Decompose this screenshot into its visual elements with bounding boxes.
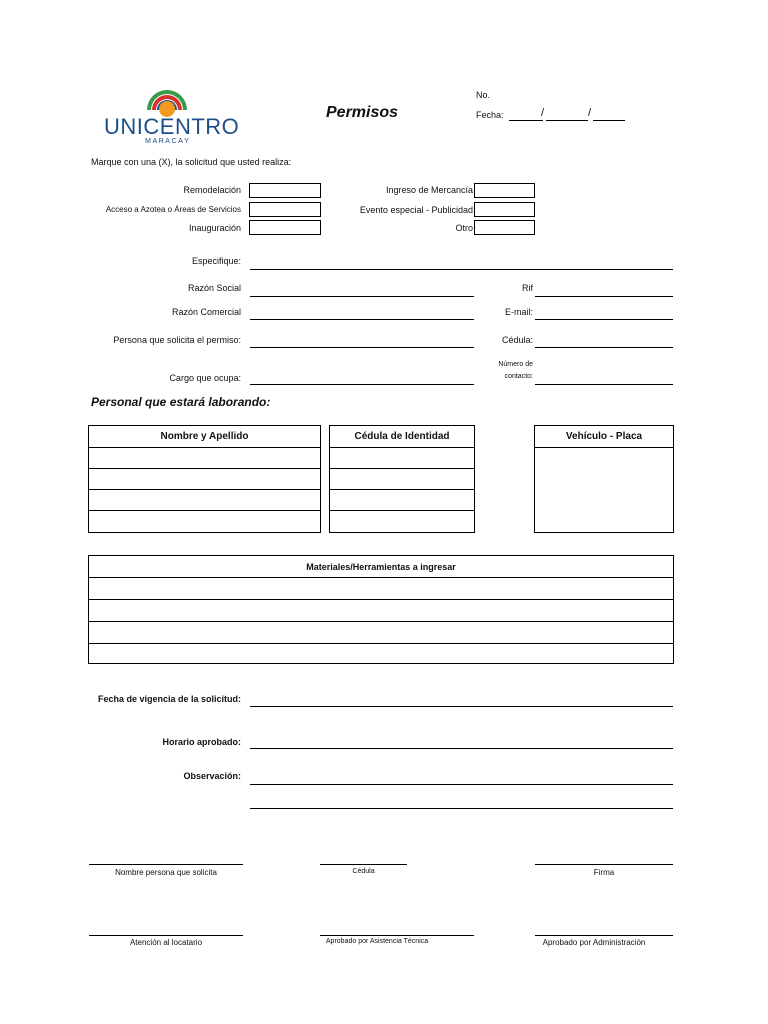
email-label: E-mail:	[504, 307, 533, 317]
cargo-line[interactable]	[250, 384, 474, 385]
fecha-month-line[interactable]	[546, 120, 588, 121]
logo	[104, 80, 240, 150]
personal-vehiculo-header: Vehículo - Placa	[535, 426, 673, 448]
firma-line[interactable]	[535, 864, 673, 865]
option-inauguracion-box[interactable]	[249, 220, 321, 235]
option-remodelacion-box[interactable]	[249, 183, 321, 198]
numero-label-1: Número de	[498, 361, 533, 368]
rif-label: Rif	[522, 283, 533, 293]
option-ingreso-label: Ingreso de Mercancía	[385, 185, 473, 195]
fecha-slash-2: /	[588, 107, 592, 119]
personal-nombre-table	[88, 425, 321, 533]
razon-social-label: Razón Social	[187, 283, 241, 293]
cedula-label: Cédula:	[501, 335, 533, 345]
observacion-line-2[interactable]	[250, 808, 673, 809]
razon-social-line[interactable]	[250, 296, 474, 297]
logo-city: M A R A C A Y	[145, 138, 189, 145]
horario-label: Horario aprobado:	[162, 737, 241, 747]
logo-name: UNICENTRO	[104, 114, 240, 139]
table-row[interactable]	[89, 448, 320, 469]
cargo-label: Cargo que ocupa:	[169, 373, 241, 383]
persona-label: Persona que solicita el permiso:	[113, 335, 241, 345]
asistencia-label: Aprobado por Asistencia Técnica	[325, 938, 429, 945]
numero-line[interactable]	[535, 384, 673, 385]
option-ingreso-box[interactable]	[474, 183, 535, 198]
option-otro-label: Otro	[455, 223, 473, 233]
table-row[interactable]	[89, 644, 673, 665]
instruction-text: Marque con una (X), la solicitud que usted realiza:	[91, 157, 292, 167]
especifique-line[interactable]	[250, 269, 673, 270]
personal-nombre-header: Nombre y Apellido	[89, 426, 320, 448]
atencion-label: Atención al locatario	[129, 938, 203, 947]
vehiculo-area[interactable]	[535, 448, 673, 534]
atencion-line[interactable]	[89, 935, 243, 936]
razon-comercial-label: Razón Comercial	[171, 307, 241, 317]
option-remodelacion-label: Remodelación	[183, 185, 241, 195]
cedula-line[interactable]	[535, 347, 673, 348]
option-inauguracion-label: Inauguración	[188, 223, 241, 233]
no-label: No.	[476, 90, 491, 100]
nombre-firma-line[interactable]	[89, 864, 243, 865]
fecha-year-line[interactable]	[593, 120, 625, 121]
administracion-line[interactable]	[535, 935, 673, 936]
fecha-vigencia-line[interactable]	[250, 706, 673, 707]
persona-line[interactable]	[250, 347, 474, 348]
administracion-label: Aprobado por Administración	[542, 938, 646, 947]
table-row[interactable]	[330, 448, 474, 469]
table-row[interactable]	[330, 490, 474, 511]
razon-comercial-line[interactable]	[250, 319, 474, 320]
firma-label: Firma	[593, 868, 615, 877]
table-row[interactable]	[89, 600, 673, 622]
fecha-label: Fecha:	[476, 110, 504, 120]
option-evento-box[interactable]	[474, 202, 535, 217]
page-title: Permisos	[326, 104, 399, 121]
option-acceso-box[interactable]	[249, 202, 321, 217]
personal-cedula-table	[329, 425, 475, 533]
horario-line[interactable]	[250, 748, 673, 749]
option-acceso-label: Acceso a Azotea o Áreas de Servicios	[105, 205, 241, 214]
cedula-firma-label: Cédula	[352, 868, 375, 875]
table-row[interactable]	[330, 511, 474, 532]
fecha-day-line[interactable]	[509, 120, 543, 121]
fecha-slash-1: /	[541, 107, 545, 119]
option-evento-label: Evento especial - Publicidad	[359, 205, 473, 215]
rif-line[interactable]	[535, 296, 673, 297]
table-row[interactable]	[89, 578, 673, 600]
especifique-label: Especifique:	[191, 256, 241, 266]
table-row[interactable]	[89, 622, 673, 644]
table-row[interactable]	[89, 490, 320, 511]
nombre-firma-label: Nombre persona que solicita	[115, 868, 217, 877]
table-row[interactable]	[330, 469, 474, 490]
asistencia-line[interactable]	[320, 935, 474, 936]
personal-title: Personal que estará laborando:	[91, 395, 271, 409]
observacion-line-1[interactable]	[250, 784, 673, 785]
option-otro-box[interactable]	[474, 220, 535, 235]
table-row[interactable]	[89, 469, 320, 490]
personal-vehiculo-table	[534, 425, 674, 533]
personal-cedula-header: Cédula de Identidad	[330, 426, 474, 448]
observacion-label: Observación:	[183, 771, 241, 781]
table-row[interactable]	[89, 511, 320, 532]
materiales-header: Materiales/Herramientas a ingresar	[89, 556, 673, 578]
cedula-firma-line[interactable]	[320, 864, 407, 865]
numero-label-2: contacto:	[504, 373, 533, 380]
fecha-vigencia-label: Fecha de vigencia de la solicitud:	[97, 694, 241, 704]
materiales-table	[88, 555, 674, 664]
email-line[interactable]	[535, 319, 673, 320]
